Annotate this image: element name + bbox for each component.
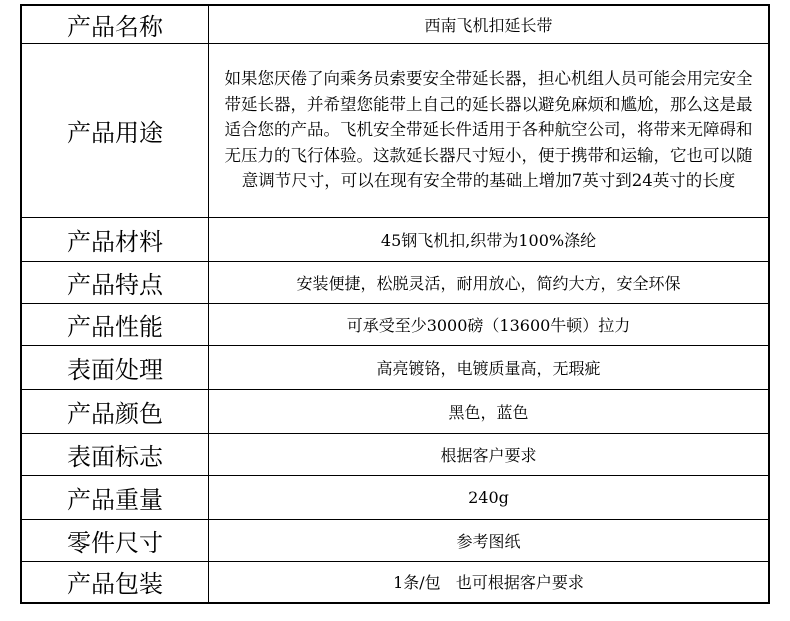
row-label: 产品重量 bbox=[21, 475, 209, 519]
spec-row-surface-treatment bbox=[21, 345, 769, 389]
spec-row-packaging bbox=[21, 561, 769, 603]
row-label: 产品材料 bbox=[21, 217, 209, 261]
spec-row-name bbox=[21, 5, 769, 43]
row-label: 产品特点 bbox=[21, 261, 209, 303]
row-label: 表面处理 bbox=[21, 345, 209, 389]
row-value: 参考图纸 bbox=[209, 519, 770, 561]
spec-row-performance bbox=[21, 303, 769, 345]
row-label: 产品包装 bbox=[21, 561, 209, 603]
row-value: 高亮镀铬，电镀质量高，无瑕疵 bbox=[209, 345, 770, 389]
row-value: 根据客户要求 bbox=[209, 433, 770, 475]
row-value: 可承受至少3000磅（13600牛顿）拉力 bbox=[209, 303, 770, 345]
row-value: 如果您厌倦了向乘务员索要安全带延长器，担心机组人员可能会用完安全带延长器，并希望您能带上自己的延长器以避免麻烦和尴尬，那么这是最适合您的产品。飞机安全带延长件适用于各种航空公司，将带来无障碍和无压力的飞行体验。这款延长器尺寸短小，便于携带和运输，它也可以随意调节尺寸，可以在现有安全带的基础上增加7英寸到24英寸的长度 bbox=[209, 43, 770, 217]
row-value: 45钢飞机扣,织带为100%涤纶 bbox=[209, 217, 770, 261]
spec-row-weight bbox=[21, 475, 769, 519]
row-value: 安装便捷，松脱灵活，耐用放心，简约大方，安全环保 bbox=[209, 261, 770, 303]
row-value: 黑色，蓝色 bbox=[209, 389, 770, 433]
row-label: 产品用途 bbox=[21, 43, 209, 217]
row-value: 西南飞机扣延长带 bbox=[209, 5, 770, 43]
spec-row-color bbox=[21, 389, 769, 433]
row-label: 产品名称 bbox=[21, 5, 209, 43]
row-value: 240g bbox=[209, 475, 770, 519]
row-label: 产品性能 bbox=[21, 303, 209, 345]
product-spec-table bbox=[20, 4, 770, 604]
spec-row-usage bbox=[21, 43, 769, 217]
row-label: 产品颜色 bbox=[21, 389, 209, 433]
spec-row-material bbox=[21, 217, 769, 261]
row-value: 1条/包 也可根据客户要求 bbox=[209, 561, 770, 603]
spec-row-surface-mark bbox=[21, 433, 769, 475]
spec-row-part-size bbox=[21, 519, 769, 561]
spec-row-features bbox=[21, 261, 769, 303]
row-label: 零件尺寸 bbox=[21, 519, 209, 561]
row-label: 表面标志 bbox=[21, 433, 209, 475]
